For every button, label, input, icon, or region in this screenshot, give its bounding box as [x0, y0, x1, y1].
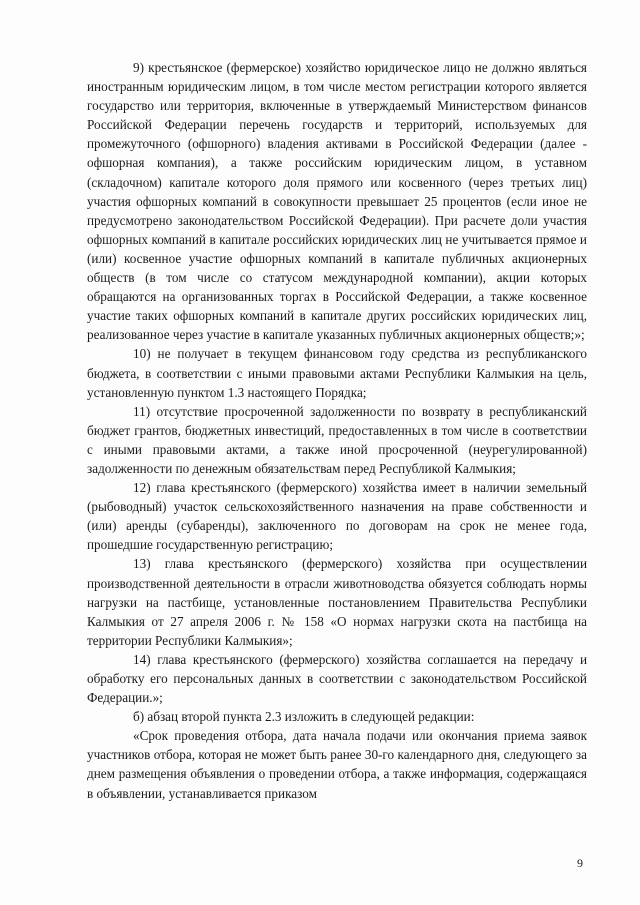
paragraph-amendment-b: б) абзац второй пункта 2.3 изложить в следующей редакции:	[133, 709, 475, 725]
paragraph-item-10: 10) не получает в текущем финансовом году средства из республиканского бюджета, в соответствии с иными правовыми актами Республики Калмыкия на цель, установленную пунктом 1.3 настоящего Порядка;	[87, 346, 587, 400]
page-number: 9	[577, 856, 583, 870]
paragraph-item-13: 13) глава крестьянского (фермерского) хозяйства при осуществлении производственной деятельности в отрасли животноводства обязуется соблюдать нормы нагрузки на пастбище, установленные постановлением Правительства Республики Калмыкия от 27 апреля 2006 г. № 158 «О нормах нагрузки скота на пастбища на территории Республики Калмыкия»;	[87, 556, 587, 648]
paragraph-item-14: 14) глава крестьянского (фермерского) хозяйства соглашается на передачу и обработку его персональных данных в соответствии с законодательством Российской Федерации.»;	[87, 651, 587, 706]
document-body	[87, 58, 587, 803]
paragraph-item-12: 12) глава крестьянского (фермерского) хозяйства имеет в наличии земельный (рыбоводный) участок сельскохозяйственного назначения на праве собственности и (или) аренды (субаренды), заключенного по договорам на срок не менее года, прошедшие государственную регистрацию;	[87, 480, 587, 553]
paragraph-item-9: 9) крестьянское (фермерское) хозяйство юридическое лицо не должно являться иностранным юридическим лицом, в том числе местом регистрации которого является государство или территория, включенные в утверждаемый Министерством финансов Российской Федерации перечень государств и территорий, используемых для промежуточного (офшорного) владения активами в Российской Федерации (далее - офшорная компания), а также российским юридическим лицом, в уставном (складочном) капитале которого доля прямого или косвенного (через третьих лиц) участия офшорных компаний в совокупности превышает 25 процентов (если иное не предусмотрено законодательством Российской Федерации). При расчете доли участия офшорных компаний в капитале российских юридических лиц не учитывается прямое и (или) косвенное участие офшорных компаний в капитале публичных акционерных обществ (в том числе со статусом международной компании), акции которых обращаются на организованных торгах в Российской Федерации, а также косвенное участие таких офшорных компаний в капитале других российских юридических лиц, реализованное через участие в капитале указанных публичных акционерных обществ;»;	[87, 60, 587, 343]
paragraph-item-11: 11) отсутствие просроченной задолженности по возврату в республиканский бюджет грантов, бюджетных инвестиций, предоставленных в том числе в соответствии с иными правовыми актами, а также иной просроченной (неурегулированной) задолженности по денежным обязательствам перед Республикой Калмыкия;	[87, 403, 587, 476]
paragraph-quoted-text: «Срок проведения отбора, дата начала подачи или окончания приема заявок участников отбора, которая не может быть ранее 30-го календарного дня, следующего за днем размещения объявления о проведении отбора, а также информация, содержащаяся в объявлении, устанавливается приказом	[87, 728, 587, 801]
